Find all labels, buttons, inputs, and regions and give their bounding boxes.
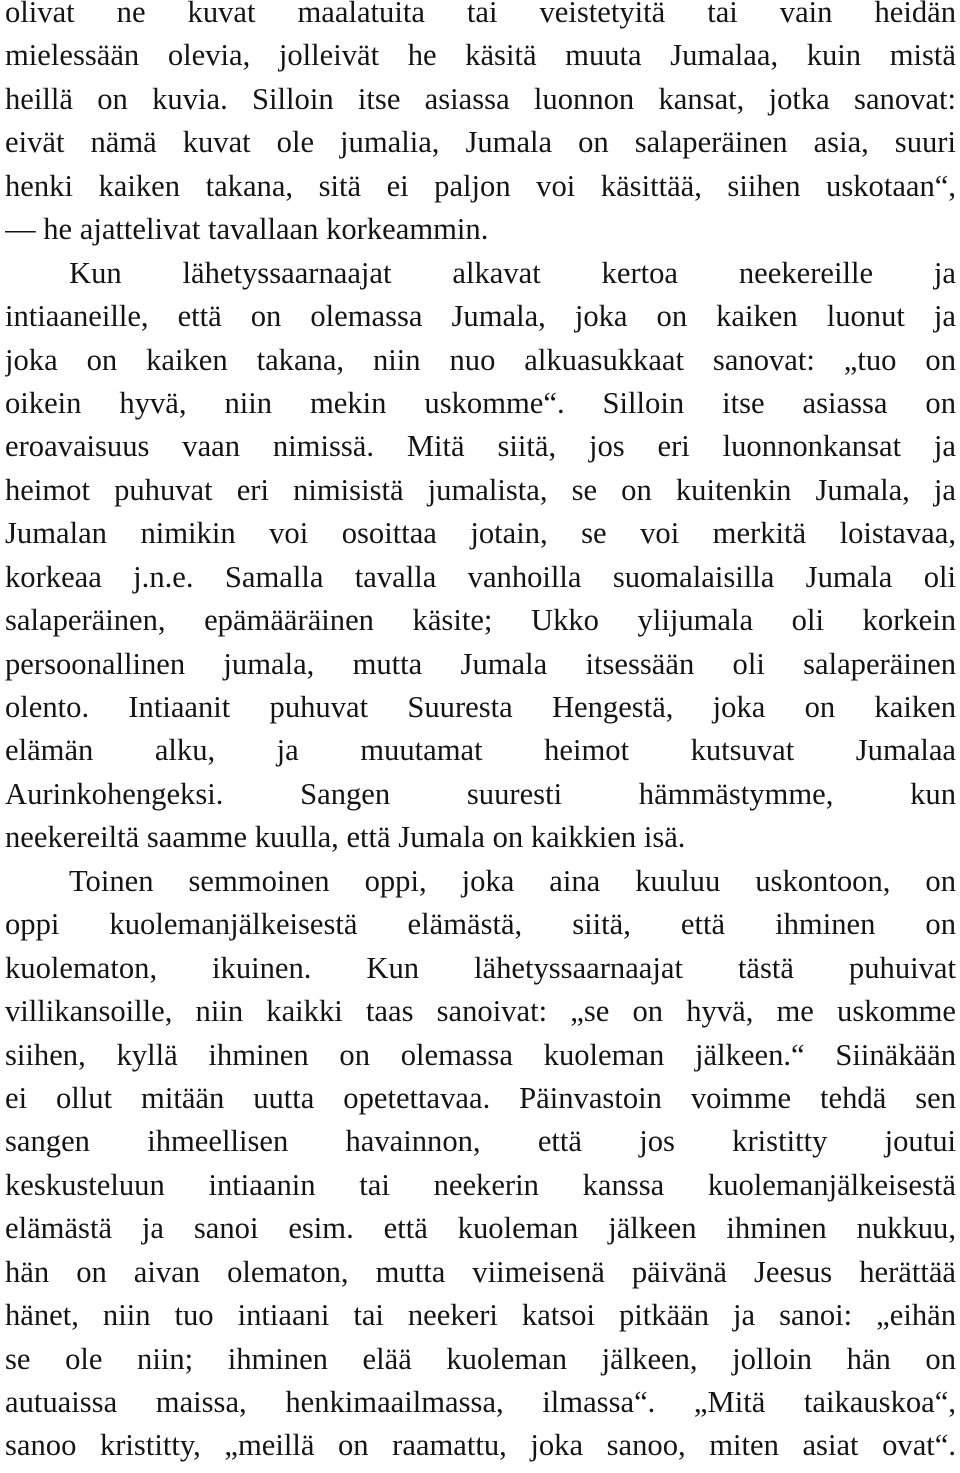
text-line: eroavaisuus vaan nimissä. Mitä siitä, jos eri luonnonkansat ja [5,429,956,464]
text-line: siihen, kyllä ihminen on olemassa kuoleman jälkeen.“ Siinäkään [5,1037,956,1072]
text-line: autuaissa maissa, henkimaailmassa, ilmassa“. „Mitä taikauskoa“, [5,1385,956,1419]
text-line: sangen ihmeellisen havainnon, että jos kristitty joutui [5,1124,956,1159]
paragraph-2 [5,252,956,860]
text-line: neekereiltä saamme kuulla, että Jumala on kaikkien isä. [5,820,686,855]
text-line: ei ollut mitään uutta opetettavaa. Päinvastoin voimme tehdä sen [5,1080,956,1115]
text-line: keskusteluun intiaanin tai neekerin kanssa kuolemanjälkeisestä [5,1167,956,1202]
text-line: heillä on kuvia. Silloin itse asiassa luonnon kansat, jotka sanovat: [5,81,956,116]
text-line: Toinen semmoinen oppi, joka aina kuuluu uskontoon, on [69,863,956,898]
text-line: villikansoille, niin kaikki taas sanoivat: „se on hyvä, me uskomme [5,994,956,1029]
text-line: elämän alku, ja muutamat heimot kutsuvat Jumalaa [5,733,956,768]
text-line: hän on aivan olematon, mutta viimeisenä päivänä Jeesus herättää [5,1254,956,1289]
text-line: salaperäinen, epämääräinen käsite; Ukko ylijumala oli korkein [5,603,956,638]
text-line: mielessään olevia, jolleivät he käsitä muuta Jumalaa, kuin mistä [5,38,956,73]
text-line: korkeaa j.n.e. Samalla tavalla vanhoilla suomalaisilla Jumala oli [5,559,956,594]
text-line: joka on kaiken takana, niin nuo alkuasukkaat sanovat: „tuo on [5,342,956,377]
text-line: se ole niin; ihminen elää kuoleman jälkeen, jolloin hän on [5,1341,956,1376]
text-line: olento. Intiaanit puhuvat Suuresta Hengestä, joka on kaiken [5,690,956,724]
text-line: persoonallinen jumala, mutta Jumala itsessään oli salaperäinen [5,646,956,681]
text-line: kuolematon, ikuinen. Kun lähetyssaarnaajat tästä puhuivat [5,950,956,985]
text-line: Jumalan nimikin voi osoittaa jotain, se voi merkitä loistavaa, [5,516,956,551]
text-line: henki kaiken takana, sitä ei paljon voi käsittää, siihen uskotaan“, [5,168,956,203]
text-line: elämästä ja sanoi esim. että kuoleman jälkeen ihminen nukkuu, [5,1211,956,1246]
text-line: — he ajattelivat tavallaan korkeammin. [5,212,489,247]
paragraph-1 [5,0,956,252]
paragraph-3 [5,860,956,1468]
text-line: sanoo kristitty, „meillä on raamattu, joka sanoo, miten asiat ovat“. [5,1428,956,1463]
text-line: Aurinkohengeksi. Sangen suuresti hämmästymme, kun [5,776,956,811]
text-line: hänet, niin tuo intiaani tai neekeri katsoi pitkään ja sanoi: „eihän [5,1298,956,1333]
text-line: heimot puhuvat eri nimisistä jumalista, se on kuitenkin Jumala, ja [5,472,956,507]
text-line: eivät nämä kuvat ole jumalia, Jumala on salaperäinen asia, suuri [5,125,956,160]
text-line: olivat ne kuvat maalatuita tai veistetyitä tai vain heidän [5,0,956,29]
text-line: Kun lähetyssaarnaajat alkavat kertoa neekereille ja [69,255,956,290]
text-line: oppi kuolemanjälkeisestä elämästä, siitä, että ihminen on [5,907,956,942]
text-line: intiaaneille, että on olemassa Jumala, joka on kaiken luonut ja [5,299,956,334]
text-line: oikein hyvä, niin mekin uskomme“. Silloin itse asiassa on [5,385,956,420]
